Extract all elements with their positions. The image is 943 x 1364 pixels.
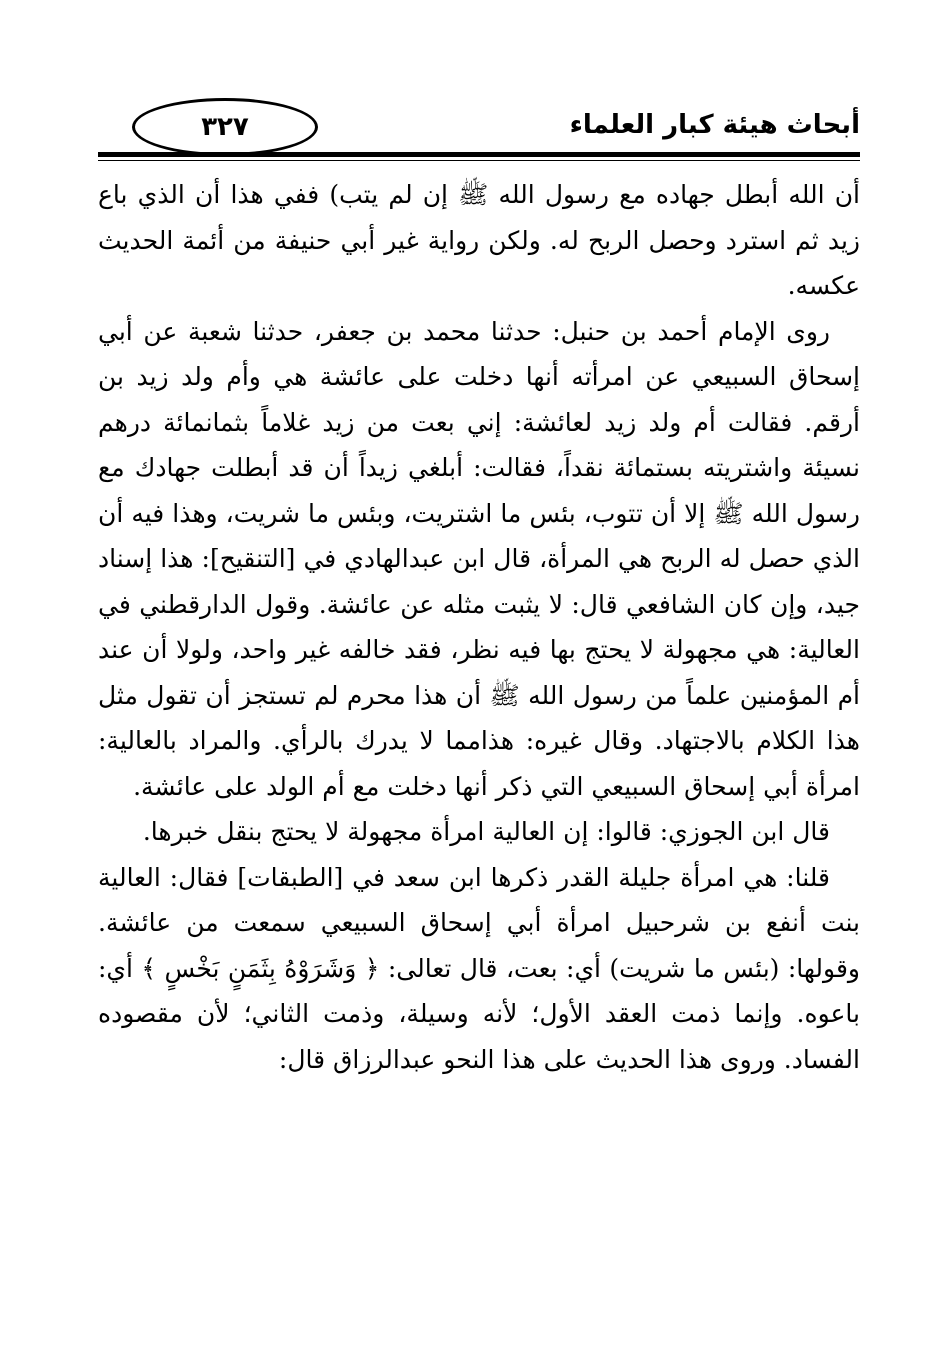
paragraph-ahmad-narration: روى الإمام أحمد بن حنبل: حدثنا محمد بن جعفر، حدثنا شعبة عن أبي إسحاق السبيعي عن امرأته أنها دخلت على عائشة هي وأم ولد زيد بن أرقم. فقالت أم ولد زيد لعائشة: إني بعت من زيد غلاماً بثمانمائة درهم نسيئة واشتريته بستمائة نقداً، فقالت: أبلغي زيداً أن قد أبطلت جهادك مع رسول الله ﷺ إلا أن تتوب، بئس ما اشتريت، وبئس ما شريت، وهذا فيه أن الذي حصل له الربح هي المرأة، قال ابن عبدالهادي في [التنقيح]: هذا إسناد جيد، وإن كان الشافعي قال: لا يثبت مثله عن عائشة. وقول الدارقطني في العالية: هي مجهولة لا يحتج بها فيه نظر، فقد خالفه غير واحد، ولولا أن عند أم المؤمنين علماً من رسول الله ﷺ أن هذا محرم لم تستجز أن تقول مثل هذا الكلام بالاجتهاد. وقال غيره: هذامما لا يدرك بالرأي. والمراد بالعالية: امرأة أبي إسحاق السبيعي التي ذكر أنها دخلت مع أم الولد على عائشة. — [98, 316, 860, 801]
page-number-badge — [132, 98, 318, 156]
page-body — [98, 172, 860, 1082]
page-header — [98, 96, 860, 162]
paragraph-response: قلنا: هي امرأة جليلة القدر ذكرها ابن سعد في [الطبقات] فقال: العالية بنت أنفع بن شرحبيل امرأة أبي إسحاق السبيعي سمعت من عائشة. وقولها: (بئس ما شريت) أي: بعت، قال تعالى: ﴿ وَشَرَوْهُ بِثَمَنٍ بَخْسٍ ﴾ أي: باعوه. وإنما ذمت العقد الأول؛ لأنه وسيلة، وذمت الثاني؛ لأن مقصوده الفساد. وروى هذا الحديث على هذا النحو عبدالرزاق قال: — [98, 862, 860, 1074]
paragraph-continuation: أن الله أبطل جهاده مع رسول الله ﷺ إن لم يتب) ففي هذا أن الذي باع زيد ثم استرد وحصل الربح له. ولكن رواية غير أبي حنيفة من أئمة الحديث عكسه. — [98, 180, 860, 300]
header-rule-thick — [98, 152, 860, 157]
book-title: أبحاث هيئة كبار العلماء — [569, 110, 860, 140]
page-number: ٣٢٧ — [201, 112, 249, 142]
paragraph-ibn-al-jawzi: قال ابن الجوزي: قالوا: إن العالية امرأة مجهولة لا يحتج بنقل خبرها. — [142, 817, 830, 846]
header-rule-thin — [98, 160, 860, 161]
